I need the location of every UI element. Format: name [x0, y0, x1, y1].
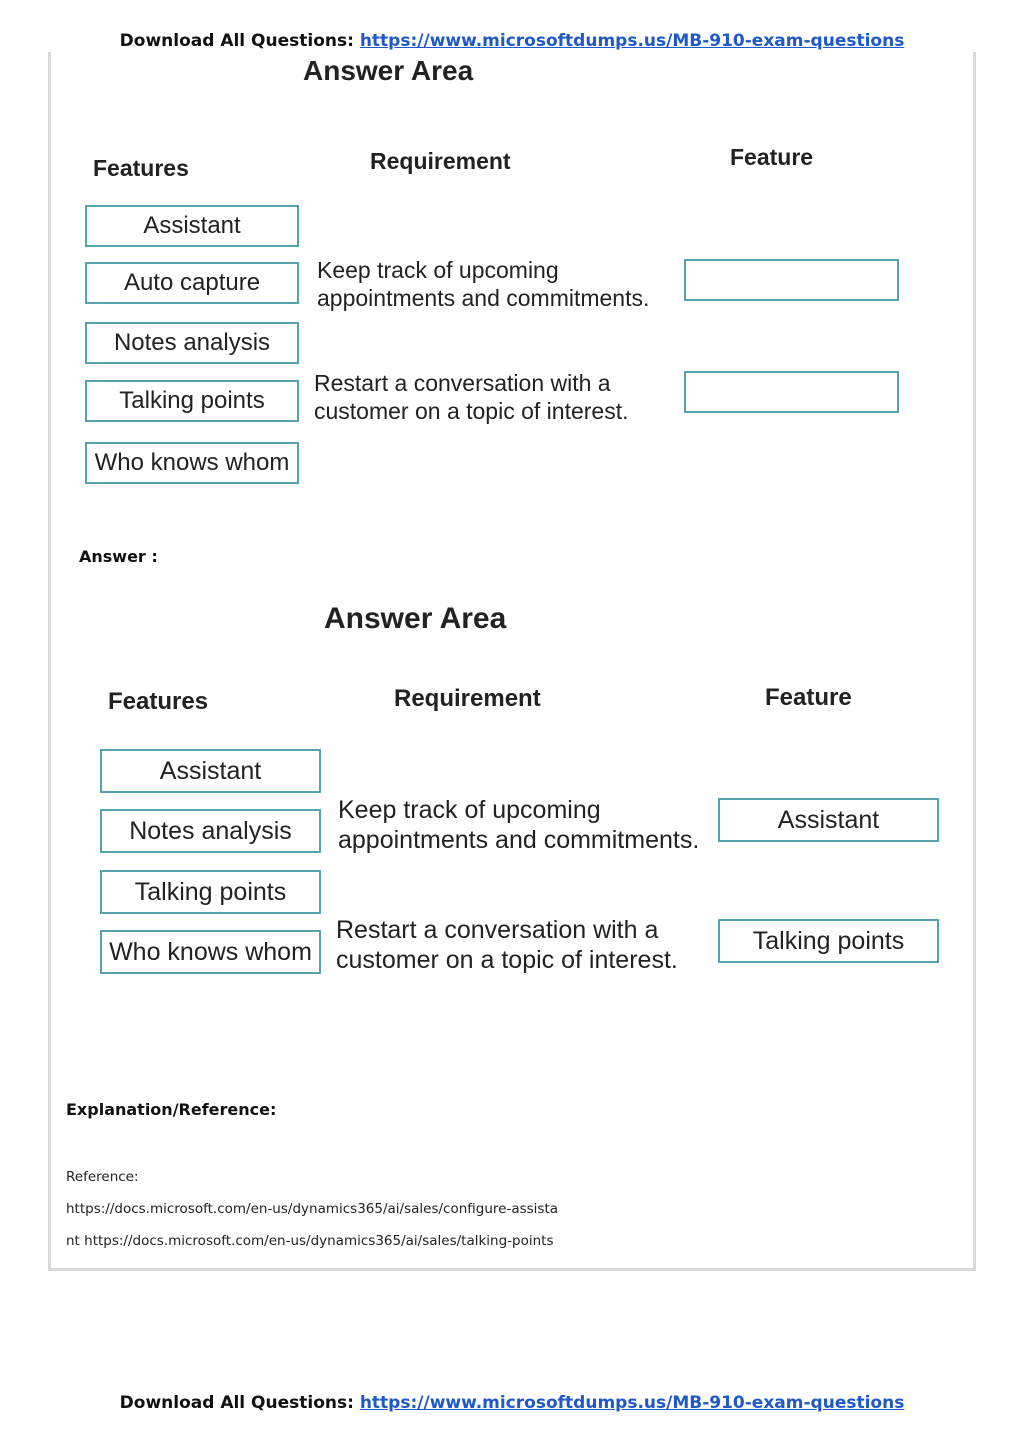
- answer-area-title: Answer Area: [303, 55, 474, 86]
- requirement-2: [336, 915, 678, 975]
- download-link[interactable]: https://www.microsoftdumps.us/MB-910-exam-questions: [359, 1393, 905, 1413]
- answer-slot-1[interactable]: [684, 259, 899, 301]
- reference-line-1[interactable]: https://docs.microsoft.com/en-us/dynamics365/ai/sales/configure-assista: [66, 1201, 559, 1217]
- requirement-2-line1: Restart a conversation with a: [336, 916, 659, 944]
- requirement-header: Requirement: [394, 685, 541, 712]
- download-label: Download All Questions:: [119, 1393, 354, 1413]
- requirement-1-line1: Keep track of upcoming: [317, 257, 559, 283]
- requirement-header: Requirement: [370, 148, 511, 174]
- requirement-1: [338, 795, 699, 855]
- option-talking-points[interactable]: Talking points: [100, 870, 321, 914]
- requirement-1-line2: appointments and commitments.: [338, 826, 700, 854]
- explanation-heading: Explanation/Reference:: [66, 1100, 277, 1119]
- requirement-2-line2: customer on a topic of interest.: [336, 946, 678, 974]
- answer-label: Answer :: [79, 547, 158, 566]
- option-auto-capture[interactable]: Auto capture: [85, 262, 299, 304]
- option-talking-points[interactable]: Talking points: [85, 380, 299, 422]
- question-answer-area: [0, 0, 1024, 520]
- download-link[interactable]: https://www.microsoftdumps.us/MB-910-exam-questions: [359, 31, 905, 51]
- answer-area-title: Answer Area: [324, 602, 507, 635]
- reference-line-2[interactable]: nt https://docs.microsoft.com/en-us/dynamics365/ai/sales/talking-points: [66, 1233, 554, 1249]
- feature-header: Feature: [765, 684, 852, 711]
- reference-label: Reference:: [66, 1169, 139, 1185]
- answer-slot-2[interactable]: [684, 371, 899, 413]
- answer-slot-1[interactable]: Assistant: [718, 798, 939, 842]
- feature-header: Feature: [730, 144, 814, 170]
- option-who-knows-whom[interactable]: Who knows whom: [85, 442, 299, 484]
- features-header: Features: [93, 155, 189, 181]
- requirement-1-line1: Keep track of upcoming: [338, 796, 601, 824]
- requirement-2-line1: Restart a conversation with a: [314, 370, 611, 396]
- features-header: Features: [108, 688, 209, 715]
- solution-answer-area: [0, 590, 1024, 1010]
- option-assistant[interactable]: Assistant: [85, 205, 299, 247]
- option-who-knows-whom[interactable]: Who knows whom: [100, 930, 321, 974]
- answer-slot-2[interactable]: Talking points: [718, 919, 939, 963]
- option-notes-analysis[interactable]: Notes analysis: [100, 809, 321, 853]
- requirement-2-line2: customer on a topic of interest.: [314, 397, 629, 424]
- requirement-1: [317, 257, 649, 312]
- option-assistant[interactable]: Assistant: [100, 749, 321, 793]
- requirement-2: [314, 370, 629, 425]
- requirement-1-line2: appointments and commitments.: [317, 284, 650, 311]
- option-notes-analysis[interactable]: Notes analysis: [85, 322, 299, 364]
- download-label: Download All Questions:: [119, 31, 354, 51]
- download-banner-bottom: [0, 1393, 1024, 1413]
